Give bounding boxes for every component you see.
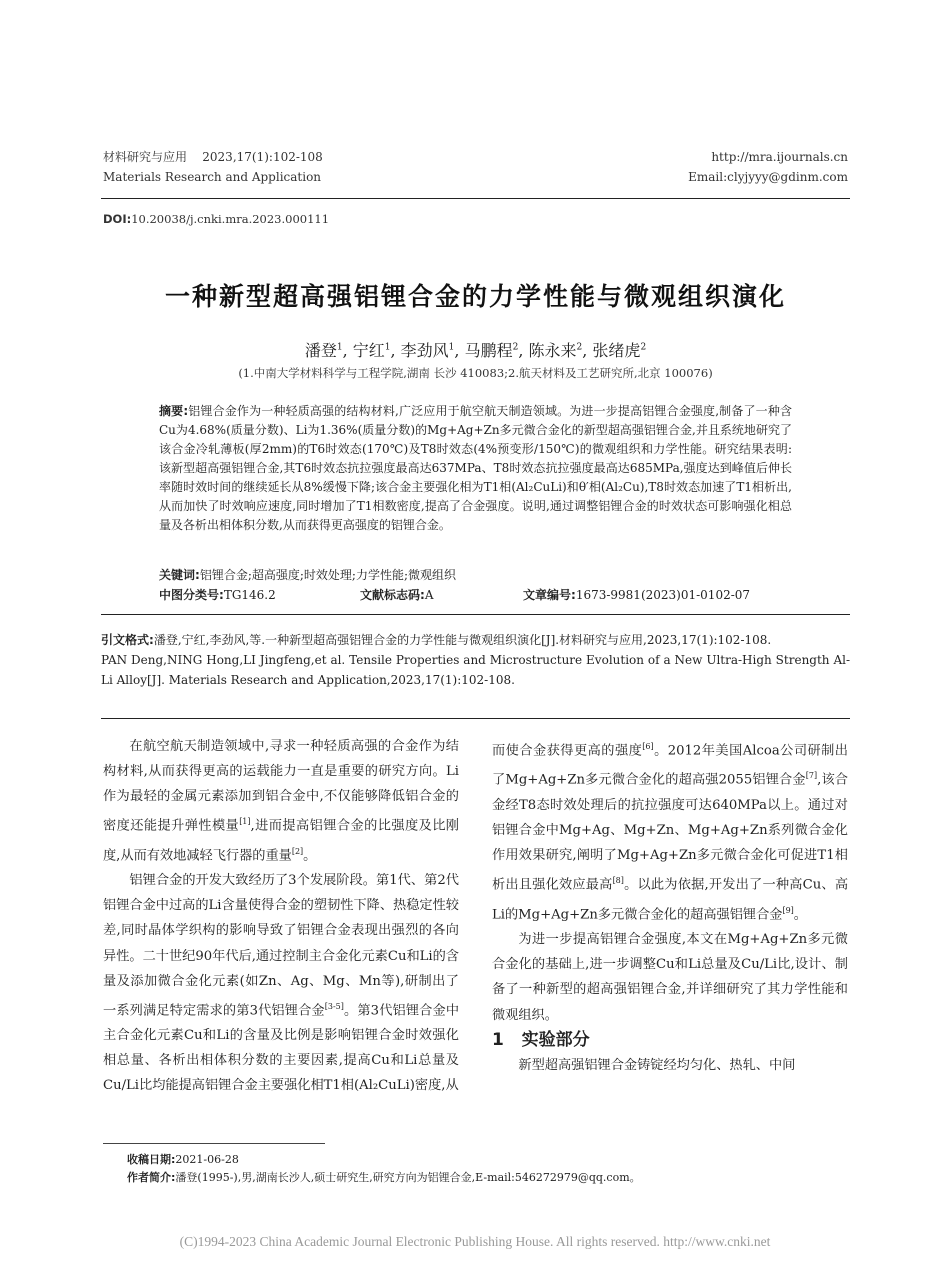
doi-label: DOI:	[103, 212, 132, 226]
author-name: 宁红	[352, 341, 385, 360]
doc-label: 文献标志码:	[360, 588, 425, 602]
clc-number	[159, 586, 276, 605]
art-value: 1673-9981(2023)01-0102-07	[575, 588, 751, 602]
copyright-footer: (C)1994-2023 China Academic Journal Electronic Publishing House. All rights reserved. http://www.cnki.net	[179, 1234, 771, 1249]
author-affiliation-mark: 2	[512, 342, 519, 353]
affiliations: (1.中南大学材料科学与工程学院,湖南 长沙 410083;2.航天材料及工艺研究所,北京 100076)	[238, 366, 713, 380]
journal-url[interactable]: http://mra.ijournals.cn	[711, 150, 848, 164]
author-name: 陈永来	[528, 341, 577, 360]
footnote-author	[127, 1169, 641, 1187]
clc-value: TG146.2	[223, 588, 276, 602]
keywords-label: 关键词:	[159, 568, 200, 582]
body-paragraph: 在航空航天制造领域中,寻求一种轻质高强的合金作为结构材料,从而获得更高的运载能力一直是重要的研究方向。Li作为最轻的金属元素添加到铝合金中,不仅能够降低铝合金的密度还能提升弹性模量[1],进而提高铝锂合金的比强度及比刚度,从而有效地减轻飞行器的重量[2]。	[103, 739, 459, 864]
author-name: 潘登	[304, 341, 337, 360]
clc-label: 中图分类号:	[159, 588, 224, 602]
body-paragraph: 而使合金获得更高的强度[6]。2012年美国Alcoa公司研制出了Mg+Ag+Zn多元微合金化的超高强2055铝锂合金[7],该合金经T8态时效处理后的抗拉强度可达640MPa以上。通过对铝锂合金中Mg+Ag、Mg+Zn、Mg+Ag+Zn系列微合金化作用效果研究,阐明了Mg+Ag+Zn多元微合金化可促进T1相析出且强化效应最高[8]。以此为依据,开发出了一种高Cu、高Li的Mg+Ag+Zn多元微合金化的超高强铝锂合金[9]。	[492, 742, 849, 923]
article-number	[523, 586, 750, 605]
abstract	[159, 402, 792, 535]
author-affiliation-mark: 1	[448, 342, 455, 353]
received-value: 2021-06-28	[175, 1153, 239, 1166]
received-label: 收稿日期:	[127, 1153, 176, 1166]
footnote-received	[127, 1151, 239, 1169]
abstract-rule	[101, 614, 850, 615]
author-affiliation-mark: 2	[640, 342, 647, 353]
doi-line	[103, 212, 329, 226]
journal-header-right	[688, 147, 848, 187]
keywords	[159, 566, 792, 585]
section-number: 1	[492, 1029, 504, 1050]
abstract-label: 摘要:	[159, 404, 189, 418]
reference-mark[interactable]: [1]	[239, 817, 251, 827]
abstract-text: 铝锂合金作为一种轻质高强的结构材料,广泛应用于航空航天制造领域。为进一步提高铝锂合金强度,制备了一种含Cu为4.68%(质量分数)、Li为1.36%(质量分数)的Mg+Ag+Zn多元微合金化的新型超高强铝锂合金,并且系统地研究了该合金冷轧薄板(厚2mm)的T6时效态(170℃)及T8时效态(4%预变形/150℃)的微观组织和力学性能。研究结果表明:该新型超高强铝锂合金,其T6时效态抗拉强度最高达637MPa、T8时效态抗拉强度最高达685MPa,强度达到峰值后伸长率随时效时间的继续延长从8%缓慢下降;该合金主要强化相为T1相(Al₂CuLi)和θ′相(Al₂Cu),T8时效态加速了T1相析出,从而加快了时效响应速度,同时增加了T1相数密度,提高了合金强度。说明,通过调整铝锂合金的时效状态可影响强化相总量及各析出相体积分数,从而获得更高强度的铝锂合金。	[159, 404, 792, 532]
body-paragraph: 为进一步提高铝锂合金强度,本文在Mg+Ag+Zn多元微合金化的基础上,进一步调整Cu和Li总量及Cu/Li比,设计、制备了一种新型的超高强铝锂合金,并详细研究了其力学性能和微观组织。	[492, 932, 848, 1023]
citation-format	[101, 630, 850, 690]
citation-rule	[101, 718, 850, 719]
paper-title: 一种新型超高强铝锂合金的力学性能与微观组织演化	[164, 282, 786, 311]
author-name: 李劲风	[400, 341, 449, 360]
art-label: 文章编号:	[523, 588, 576, 602]
journal-email[interactable]: Email:clyjyyy@gdinm.com	[688, 170, 848, 184]
citation-en: PAN Deng,NING Hong,LI Jingfeng,et al. Tensile Properties and Microstructure Evolution of a New Ultra-High Strength Al-Li Alloy[J]. Materials Research and Application,2023,17(1):102-108.	[101, 653, 850, 687]
reference-mark[interactable]: [3-5]	[324, 1001, 344, 1011]
doi-value[interactable]: 10.20038/j.cnki.mra.2023.000111	[131, 212, 330, 226]
author-affiliation-mark: 2	[576, 342, 583, 353]
keywords-text: 铝锂合金;超高强度;时效处理;力学性能;微观组织	[199, 568, 456, 582]
author-bio-value: 潘登(1995-),男,湖南长沙人,硕士研究生,研究方向为铝锂合金,E-mail:546272979@qq.com。	[175, 1171, 641, 1184]
reference-mark[interactable]: [7]	[805, 771, 818, 781]
author-bio-label: 作者简介:	[127, 1171, 176, 1184]
section-title: 实验部分	[521, 1029, 590, 1050]
author-affiliation-mark: 1	[336, 342, 343, 353]
doc-code	[360, 586, 433, 605]
reference-mark[interactable]: [2]	[291, 846, 304, 856]
citation-label: 引文格式:	[101, 633, 154, 647]
journal-header-left	[103, 147, 323, 187]
author-affiliation-mark: 1	[384, 342, 391, 353]
body-column-right	[492, 734, 848, 1078]
header-rule	[101, 198, 850, 199]
section-heading	[492, 1028, 848, 1053]
doc-value: A	[424, 588, 434, 602]
author-name: 马鹏程	[464, 341, 513, 360]
reference-mark[interactable]: [8]	[612, 876, 624, 886]
footnote-rule	[103, 1143, 325, 1144]
author-name: 张绪虎	[592, 341, 641, 360]
reference-mark[interactable]: [9]	[782, 905, 794, 915]
citation-cn: 潘登,宁红,李劲风,等.一种新型超高强铝锂合金的力学性能与微观组织演化[J].材料研究与应用,2023,17(1):102-108.	[153, 633, 772, 647]
author-list: 潘登$^1$, 宁红$^1$, 李劲风$^1$, 马鹏程$^2$, 陈永来$^2$, 张绪虎$^2$	[304, 341, 647, 360]
reference-mark[interactable]: [6]	[642, 742, 654, 751]
journal-name-en: Materials Research and Application	[103, 170, 322, 184]
body-paragraph: 铝锂合金的开发大致经历了3个发展阶段。第1代、第2代铝锂合金中过高的Li含量使得合金的塑韧性下降、热稳定性较差,同时晶体学织构的影响导致了铝锂合金表现出强烈的各向异性。二十世纪90年代后,通过控制主合金化元素Cu和Li的含量及添加微合金化元素(如Zn、Ag、Mg、Mn等),研制出了一系列满足特定需求的第3代铝锂合金[3-5]。第3代铝锂合金中主合金化元素Cu和Li的含量及比例是影响铝锂合金时效强化相总量、各析出相体积分数的主要因素,提高Cu和Li总量及Cu/Li比均能提高铝锂合金主要强化相T1相(Al₂CuLi)密度,从	[103, 873, 460, 1094]
body-column-left	[103, 734, 459, 1098]
body-paragraph: 新型超高强铝锂合金铸锭经均匀化、热轧、中间	[518, 1057, 796, 1073]
journal-name-cn: 材料研究与应用	[103, 150, 188, 164]
journal-issue: 2023,17(1):102-108	[202, 150, 323, 164]
